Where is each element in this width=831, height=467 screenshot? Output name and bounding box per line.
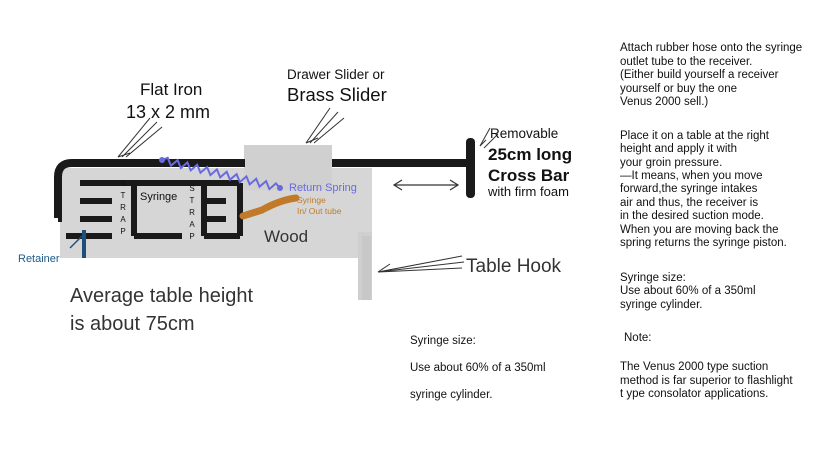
firm-foam-label: with firm foam xyxy=(488,184,569,199)
spring-end-right xyxy=(277,185,283,191)
svg-text:R: R xyxy=(120,203,126,212)
cross-bar-label: Cross Bar xyxy=(488,166,570,185)
cross-bar xyxy=(466,138,475,198)
instructions-column xyxy=(620,29,830,415)
table-hook-label: Table Hook xyxy=(466,256,562,277)
svg-text:A: A xyxy=(120,215,126,224)
note-title: Note: xyxy=(624,331,652,344)
flat-iron-size-label: 13 x 2 mm xyxy=(126,102,211,122)
table-hook-pointer-arrow xyxy=(378,256,464,272)
table-height-label-1: Average table height xyxy=(70,285,254,307)
svg-text:A: A xyxy=(189,220,195,229)
wood-label: Wood xyxy=(264,227,309,246)
center-syringe-note xyxy=(410,322,546,416)
slider-pointer-arrow xyxy=(306,108,344,143)
svg-text:T: T xyxy=(120,191,126,200)
svg-text:S: S xyxy=(120,179,126,188)
table-hook xyxy=(362,236,371,300)
retainer-label: Retainer xyxy=(18,253,60,265)
center-note-title: Syringe size: xyxy=(410,335,476,348)
cross-bar-length-label: 25cm long xyxy=(488,145,573,164)
removable-label: Removable xyxy=(490,126,559,141)
spring-end-left xyxy=(159,157,165,163)
svg-text:S: S xyxy=(189,184,195,193)
syringe-tube-label-1: Syringe xyxy=(297,195,326,205)
svg-text:R: R xyxy=(189,208,195,217)
motion-arrow xyxy=(394,180,458,190)
drawer-slider-label: Drawer Slider or xyxy=(287,67,385,82)
note-venus-comparison: The Venus 2000 type suction method is far superior to flashlight t ype consolator applications. xyxy=(620,361,793,401)
flat-iron-label: Flat Iron xyxy=(140,80,203,99)
note-placement: Place it on a table at the right height and apply it with your groin pressure. —It means, when you move forward,the syringe intakes air and thus, the receiver is in the desired suction mode. When you are moving back the spring returns the syringe piston. xyxy=(620,129,787,250)
table-height-label-2: is about 75cm xyxy=(70,313,195,335)
flat-iron-pointer-arrow xyxy=(118,118,162,157)
svg-text:P: P xyxy=(120,227,126,236)
syringe-tube-label-2: In/ Out tube xyxy=(297,206,342,216)
brass-slider-label: Brass Slider xyxy=(287,84,387,105)
strap-left-label xyxy=(120,179,126,236)
return-spring-label: Return Spring xyxy=(289,182,357,194)
center-note-line-2: syringe cylinder. xyxy=(410,389,493,402)
center-note-line-1: Use about 60% of a 350ml xyxy=(410,362,546,375)
syringe-label: Syringe xyxy=(140,191,178,203)
strap-right-label xyxy=(189,184,195,241)
svg-text:P: P xyxy=(189,232,195,241)
note-syringe-size: Syringe size: Use about 60% of a 350ml syringe cylinder. xyxy=(620,271,756,311)
svg-text:T: T xyxy=(189,196,195,205)
note-attach-hose: Attach rubber hose onto the syringe outlet tube to the receiver. (Either build yourself a receiver yourself or buy the one Venus 2000 sell.) xyxy=(620,42,803,109)
